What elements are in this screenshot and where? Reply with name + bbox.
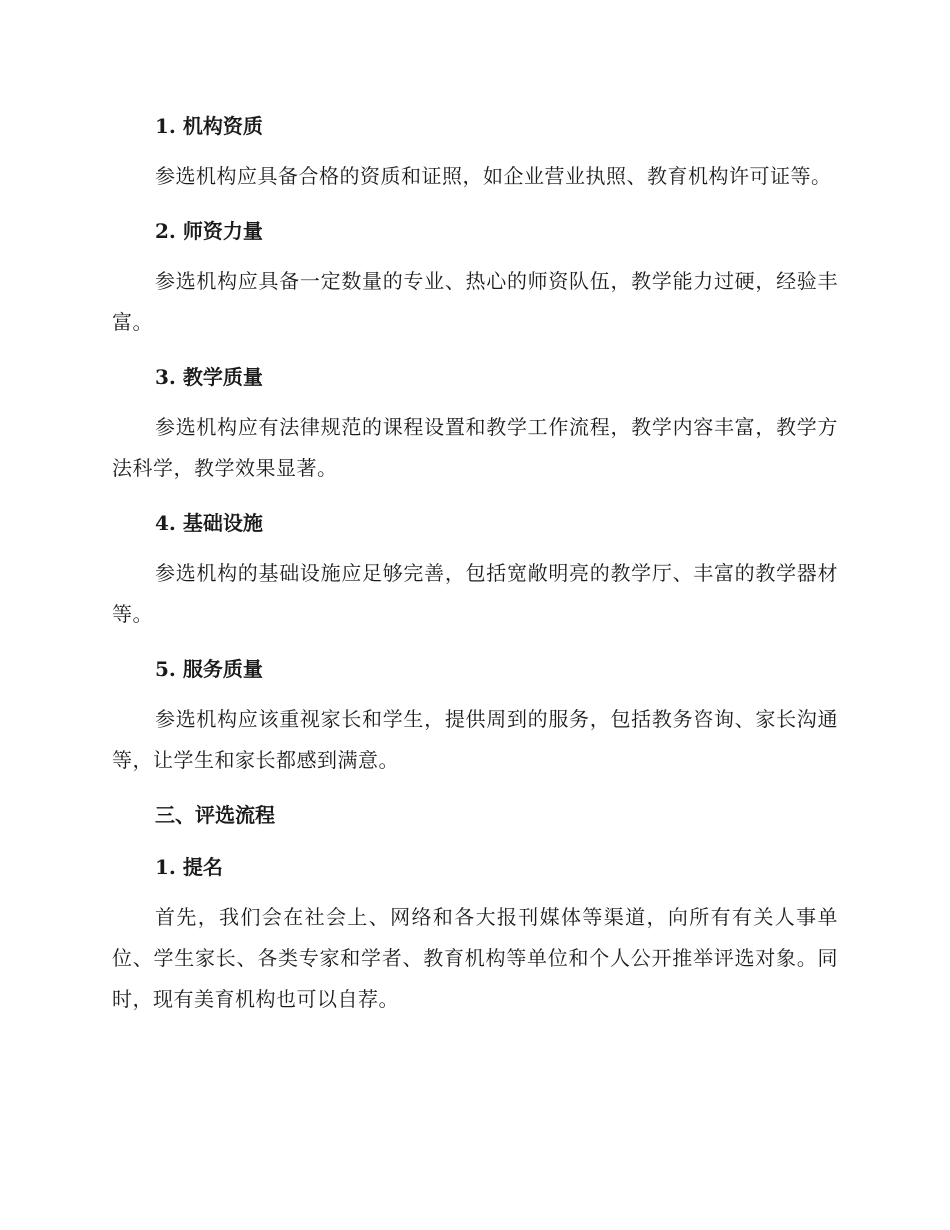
document-body — [112, 104, 838, 1032]
section-heading-facilities: 4. 基础设施 — [155, 511, 263, 535]
section-heading-nomination: 1. 提名 — [155, 855, 223, 879]
section-heading-teachers: 2. 师资力量 — [155, 219, 263, 243]
section-text-nomination: 首先，我们会在社会上、网络和各大报刊媒体等渠道，向所有有关人事单位、学生家长、各类专家和学者、教育机构等单位和个人公开推举评选对象。同时，现有美育机构也可以自荐。 — [112, 905, 838, 1011]
section-text-service-quality: 参选机构应该重视家长和学生，提供周到的服务，包括教务咨询、家长沟通等，让学生和家长都感到满意。 — [112, 707, 838, 772]
section-text-facilities: 参选机构的基础设施应足够完善，包括宽敞明亮的教学厅、丰富的教学器材等。 — [112, 561, 838, 626]
section-heading-teaching-quality: 3. 教学质量 — [155, 365, 263, 389]
section-text-qualification: 参选机构应具备合格的资质和证照，如企业营业执照、教育机构许可证等。 — [155, 164, 832, 188]
section-heading-service-quality: 5. 服务质量 — [155, 657, 263, 681]
section-heading-selection-process: 三、评选流程 — [155, 803, 275, 827]
section-text-teaching-quality: 参选机构应有法律规范的课程设置和教学工作流程，教学内容丰富，教学方法科学，教学效果显著。 — [112, 415, 838, 480]
section-heading-qualification: 1. 机构资质 — [155, 114, 263, 138]
section-text-teachers: 参选机构应具备一定数量的专业、热心的师资队伍，教学能力过硬，经验丰富。 — [112, 269, 838, 334]
